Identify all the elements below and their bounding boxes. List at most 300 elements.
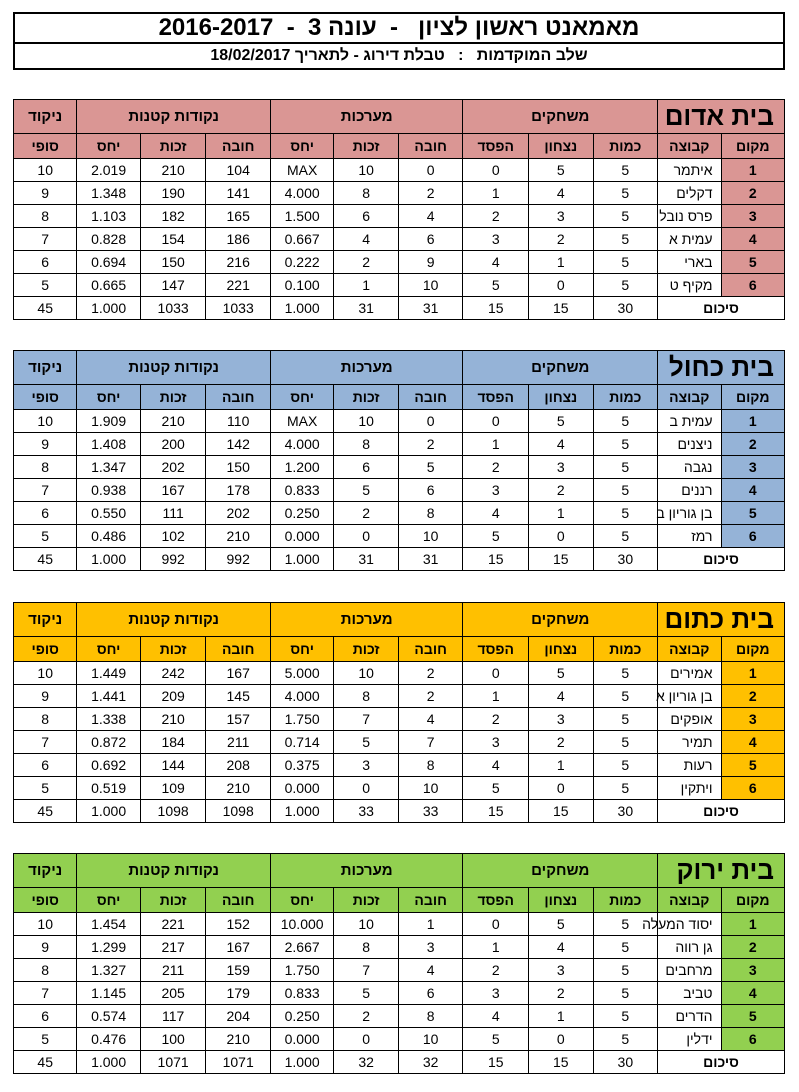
win-cell: 3 bbox=[529, 959, 594, 982]
sets-lost-cell: 10 bbox=[398, 777, 463, 800]
sets-won-header: זכות bbox=[334, 134, 399, 159]
sets-lost-cell: 2 bbox=[398, 433, 463, 456]
total-loss: 15 bbox=[463, 1051, 529, 1074]
team-name-cell: עמית ב bbox=[658, 410, 721, 433]
total-row bbox=[14, 548, 785, 571]
team-name-cell: גן רווה bbox=[658, 936, 721, 959]
points-lost-header: חובה bbox=[206, 637, 271, 662]
team-name-cell: בן גוריון א bbox=[658, 685, 721, 708]
loss-cell: 1 bbox=[463, 936, 529, 959]
team-name-cell: רננים bbox=[658, 479, 721, 502]
sets-lost-cell: 2 bbox=[398, 685, 463, 708]
final-score-cell: 5 bbox=[14, 777, 77, 800]
points-ratio-cell: 0.574 bbox=[77, 1005, 140, 1028]
group-table-yellow bbox=[13, 602, 785, 823]
rank-cell: 1 bbox=[721, 159, 785, 182]
win-cell: 3 bbox=[529, 456, 594, 479]
final-score-cell: 5 bbox=[14, 1028, 77, 1051]
team-name-cell: איתמר bbox=[658, 159, 721, 182]
sets-ratio-cell: 0.375 bbox=[270, 754, 333, 777]
sets-won-cell: 7 bbox=[334, 959, 399, 982]
table-row bbox=[14, 228, 785, 251]
points-lost-cell: 208 bbox=[206, 754, 271, 777]
points-lost-cell: 152 bbox=[206, 913, 271, 936]
win-cell: 1 bbox=[529, 754, 594, 777]
sets-won-header: זכות bbox=[334, 637, 399, 662]
team-name-cell: רמז bbox=[658, 525, 721, 548]
points-lost-cell: 186 bbox=[206, 228, 271, 251]
page-subtitle-box bbox=[13, 44, 785, 70]
table-row bbox=[14, 685, 785, 708]
points-ratio-header: יחס bbox=[77, 385, 140, 410]
points-won-cell: 210 bbox=[140, 708, 206, 731]
total-win: 15 bbox=[529, 297, 594, 320]
played-cell: 5 bbox=[593, 410, 658, 433]
sets-ratio-cell: 0.833 bbox=[270, 982, 333, 1005]
points-won-header: זכות bbox=[140, 385, 206, 410]
table-row bbox=[14, 502, 785, 525]
final-score-cell: 10 bbox=[14, 662, 77, 685]
team-name-cell: פרס נובל bbox=[658, 205, 721, 228]
table-row bbox=[14, 959, 785, 982]
final-score-cell: 9 bbox=[14, 936, 77, 959]
table-row bbox=[14, 982, 785, 1005]
table-row bbox=[14, 754, 785, 777]
header-row-sub bbox=[14, 134, 785, 159]
sets-lost-cell: 6 bbox=[398, 479, 463, 502]
points-lost-cell: 141 bbox=[206, 182, 271, 205]
table-row bbox=[14, 1005, 785, 1028]
final-score-cell: 8 bbox=[14, 456, 77, 479]
sets-lost-cell: 4 bbox=[398, 205, 463, 228]
points-lost-cell: 150 bbox=[206, 456, 271, 479]
total-points-ratio: 1.000 bbox=[77, 1051, 140, 1074]
final-score-subheader: סופי bbox=[14, 385, 77, 410]
points-ratio-cell: 1.338 bbox=[77, 708, 140, 731]
sets-header: מערכות bbox=[270, 100, 462, 134]
team-name-cell: טביב bbox=[658, 982, 721, 1005]
points-won-cell: 210 bbox=[140, 410, 206, 433]
total-sets-lost: 31 bbox=[398, 548, 463, 571]
standings-table bbox=[13, 602, 785, 823]
sets-lost-header: חובה bbox=[398, 888, 463, 913]
standings-table bbox=[13, 853, 785, 1074]
played-cell: 5 bbox=[593, 959, 658, 982]
played-cell: 5 bbox=[593, 708, 658, 731]
total-row bbox=[14, 800, 785, 823]
points-lost-header: חובה bbox=[206, 385, 271, 410]
points-won-cell: 210 bbox=[140, 159, 206, 182]
sets-ratio-cell: MAX bbox=[270, 410, 333, 433]
points-won-cell: 242 bbox=[140, 662, 206, 685]
points-ratio-cell: 1.454 bbox=[77, 913, 140, 936]
team-name-cell: הדרים bbox=[658, 1005, 721, 1028]
sets-won-cell: 4 bbox=[334, 228, 399, 251]
points-ratio-cell: 1.103 bbox=[77, 205, 140, 228]
total-sets-ratio: 1.000 bbox=[270, 297, 333, 320]
points-lost-cell: 221 bbox=[206, 274, 271, 297]
sets-won-cell: 6 bbox=[334, 456, 399, 479]
sets-header: מערכות bbox=[270, 603, 462, 637]
small-points-header: נקודות קטנות bbox=[77, 351, 271, 385]
team-header: קבוצה bbox=[658, 385, 721, 410]
points-won-cell: 109 bbox=[140, 777, 206, 800]
table-row bbox=[14, 525, 785, 548]
total-sets-ratio: 1.000 bbox=[270, 1051, 333, 1074]
win-cell: 2 bbox=[529, 228, 594, 251]
played-cell: 5 bbox=[593, 777, 658, 800]
played-cell: 5 bbox=[593, 251, 658, 274]
total-points-lost: 1033 bbox=[206, 297, 271, 320]
sets-won-cell: 8 bbox=[334, 433, 399, 456]
sets-ratio-cell: 0.667 bbox=[270, 228, 333, 251]
rank-cell: 3 bbox=[721, 708, 785, 731]
sets-won-cell: 10 bbox=[334, 159, 399, 182]
team-name-cell: מרחבים bbox=[658, 959, 721, 982]
rank-cell: 2 bbox=[721, 936, 785, 959]
points-won-cell: 150 bbox=[140, 251, 206, 274]
team-name-cell: תמיר bbox=[658, 731, 721, 754]
win-cell: 1 bbox=[529, 251, 594, 274]
total-sets-won: 32 bbox=[334, 1051, 399, 1074]
sets-ratio-cell: 0.000 bbox=[270, 525, 333, 548]
sets-won-cell: 0 bbox=[334, 1028, 399, 1051]
rank-cell: 5 bbox=[721, 251, 785, 274]
sets-ratio-cell: 4.000 bbox=[270, 433, 333, 456]
sets-won-header: זכות bbox=[334, 888, 399, 913]
sets-ratio-cell: 0.000 bbox=[270, 777, 333, 800]
total-loss: 15 bbox=[463, 548, 529, 571]
final-score-header: ניקוד bbox=[14, 603, 77, 637]
loss-cell: 5 bbox=[463, 1028, 529, 1051]
final-score-cell: 7 bbox=[14, 479, 77, 502]
header-row-top bbox=[14, 603, 785, 637]
sets-lost-cell: 7 bbox=[398, 731, 463, 754]
sets-ratio-cell: 1.750 bbox=[270, 959, 333, 982]
sets-ratio-cell: 0.100 bbox=[270, 274, 333, 297]
header-row-top bbox=[14, 351, 785, 385]
points-won-cell: 209 bbox=[140, 685, 206, 708]
total-points-lost: 992 bbox=[206, 548, 271, 571]
loss-header: הפסד bbox=[463, 385, 529, 410]
played-cell: 5 bbox=[593, 159, 658, 182]
sets-lost-cell: 3 bbox=[398, 936, 463, 959]
loss-header: הפסד bbox=[463, 637, 529, 662]
final-score-cell: 5 bbox=[14, 525, 77, 548]
total-row bbox=[14, 1051, 785, 1074]
small-points-header: נקודות קטנות bbox=[77, 854, 271, 888]
sets-ratio-cell: 0.222 bbox=[270, 251, 333, 274]
sets-won-cell: 10 bbox=[334, 913, 399, 936]
sets-won-cell: 0 bbox=[334, 525, 399, 548]
win-header: נצחון bbox=[529, 385, 594, 410]
table-row bbox=[14, 456, 785, 479]
played-header: כמות bbox=[593, 888, 658, 913]
total-points-won: 1098 bbox=[140, 800, 206, 823]
games-header: משחקים bbox=[463, 351, 658, 385]
played-header: כמות bbox=[593, 134, 658, 159]
sets-ratio-cell: 5.000 bbox=[270, 662, 333, 685]
total-points-won: 1033 bbox=[140, 297, 206, 320]
sets-ratio-cell: 1.200 bbox=[270, 456, 333, 479]
page-subtitle: שלב המוקדמות : טבלת דירוג - לתאריך 18/02/2017 bbox=[210, 47, 588, 64]
points-ratio-cell: 0.692 bbox=[77, 754, 140, 777]
team-name-cell: מקיף ט bbox=[658, 274, 721, 297]
played-cell: 5 bbox=[593, 205, 658, 228]
sets-won-cell: 8 bbox=[334, 182, 399, 205]
rank-cell: 6 bbox=[721, 777, 785, 800]
sets-lost-cell: 6 bbox=[398, 982, 463, 1005]
sets-lost-cell: 1 bbox=[398, 913, 463, 936]
total-played: 30 bbox=[593, 800, 658, 823]
win-cell: 1 bbox=[529, 1005, 594, 1028]
sets-won-cell: 3 bbox=[334, 754, 399, 777]
loss-cell: 3 bbox=[463, 479, 529, 502]
team-name-cell: אמירים bbox=[658, 662, 721, 685]
table-row bbox=[14, 662, 785, 685]
sets-ratio-header: יחס bbox=[270, 637, 333, 662]
loss-cell: 2 bbox=[463, 456, 529, 479]
sets-won-cell: 8 bbox=[334, 685, 399, 708]
total-final-score: 45 bbox=[14, 800, 77, 823]
sets-lost-cell: 2 bbox=[398, 662, 463, 685]
group-table-blue bbox=[13, 350, 785, 571]
points-lost-cell: 216 bbox=[206, 251, 271, 274]
total-points-lost: 1098 bbox=[206, 800, 271, 823]
win-cell: 0 bbox=[529, 525, 594, 548]
total-label: סיכום bbox=[658, 297, 785, 320]
games-header: משחקים bbox=[463, 100, 658, 134]
points-ratio-header: יחס bbox=[77, 134, 140, 159]
loss-cell: 2 bbox=[463, 205, 529, 228]
total-final-score: 45 bbox=[14, 548, 77, 571]
points-ratio-cell: 1.145 bbox=[77, 982, 140, 1005]
sets-ratio-cell: 0.000 bbox=[270, 1028, 333, 1051]
final-score-subheader: סופי bbox=[14, 637, 77, 662]
rank-cell: 1 bbox=[721, 410, 785, 433]
table-row bbox=[14, 731, 785, 754]
final-score-cell: 6 bbox=[14, 502, 77, 525]
played-cell: 5 bbox=[593, 754, 658, 777]
played-cell: 5 bbox=[593, 456, 658, 479]
sets-won-cell: 6 bbox=[334, 205, 399, 228]
total-label: סיכום bbox=[658, 1051, 785, 1074]
page-title: מאמאנט ראשון לציון - עונה 3 - 2016-2017 bbox=[158, 14, 640, 41]
sets-header: מערכות bbox=[270, 854, 462, 888]
points-lost-cell: 165 bbox=[206, 205, 271, 228]
win-cell: 2 bbox=[529, 982, 594, 1005]
loss-cell: 2 bbox=[463, 959, 529, 982]
sets-ratio-cell: 0.714 bbox=[270, 731, 333, 754]
team-name-cell: רעות bbox=[658, 754, 721, 777]
sets-won-cell: 5 bbox=[334, 731, 399, 754]
played-cell: 5 bbox=[593, 274, 658, 297]
team-header: קבוצה bbox=[658, 637, 721, 662]
sets-lost-header: חובה bbox=[398, 134, 463, 159]
played-cell: 5 bbox=[593, 1005, 658, 1028]
small-points-header: נקודות קטנות bbox=[77, 603, 271, 637]
played-header: כמות bbox=[593, 637, 658, 662]
final-score-cell: 6 bbox=[14, 251, 77, 274]
points-won-cell: 147 bbox=[140, 274, 206, 297]
loss-header: הפסד bbox=[463, 888, 529, 913]
loss-cell: 4 bbox=[463, 502, 529, 525]
final-score-cell: 10 bbox=[14, 159, 77, 182]
total-loss: 15 bbox=[463, 297, 529, 320]
sets-lost-cell: 10 bbox=[398, 525, 463, 548]
total-points-ratio: 1.000 bbox=[77, 548, 140, 571]
points-lost-cell: 204 bbox=[206, 1005, 271, 1028]
points-won-cell: 184 bbox=[140, 731, 206, 754]
points-won-cell: 100 bbox=[140, 1028, 206, 1051]
sets-ratio-cell: 4.000 bbox=[270, 685, 333, 708]
points-ratio-cell: 0.550 bbox=[77, 502, 140, 525]
header-row-top bbox=[14, 100, 785, 134]
loss-cell: 0 bbox=[463, 410, 529, 433]
sets-won-cell: 5 bbox=[334, 982, 399, 1005]
final-score-cell: 6 bbox=[14, 1005, 77, 1028]
total-sets-won: 33 bbox=[334, 800, 399, 823]
played-cell: 5 bbox=[593, 662, 658, 685]
total-played: 30 bbox=[593, 297, 658, 320]
points-ratio-header: יחס bbox=[77, 637, 140, 662]
final-score-cell: 7 bbox=[14, 228, 77, 251]
loss-header: הפסד bbox=[463, 134, 529, 159]
header-row-sub bbox=[14, 385, 785, 410]
sets-ratio-cell: 1.750 bbox=[270, 708, 333, 731]
points-won-cell: 102 bbox=[140, 525, 206, 548]
played-cell: 5 bbox=[593, 685, 658, 708]
total-sets-ratio: 1.000 bbox=[270, 800, 333, 823]
points-won-cell: 117 bbox=[140, 1005, 206, 1028]
played-cell: 5 bbox=[593, 1028, 658, 1051]
loss-cell: 4 bbox=[463, 754, 529, 777]
played-cell: 5 bbox=[593, 479, 658, 502]
sets-won-cell: 2 bbox=[334, 1005, 399, 1028]
team-name-cell: אופקים bbox=[658, 708, 721, 731]
points-lost-cell: 142 bbox=[206, 433, 271, 456]
sets-lost-cell: 10 bbox=[398, 274, 463, 297]
total-win: 15 bbox=[529, 1051, 594, 1074]
played-cell: 5 bbox=[593, 913, 658, 936]
points-lost-cell: 211 bbox=[206, 731, 271, 754]
win-cell: 0 bbox=[529, 1028, 594, 1051]
points-ratio-cell: 1.327 bbox=[77, 959, 140, 982]
sets-ratio-cell: 1.500 bbox=[270, 205, 333, 228]
group-name: בית כחול bbox=[658, 351, 785, 385]
sets-lost-cell: 9 bbox=[398, 251, 463, 274]
win-cell: 5 bbox=[529, 662, 594, 685]
points-lost-cell: 210 bbox=[206, 525, 271, 548]
points-won-cell: 221 bbox=[140, 913, 206, 936]
sets-won-header: זכות bbox=[334, 385, 399, 410]
table-row bbox=[14, 410, 785, 433]
final-score-cell: 9 bbox=[14, 182, 77, 205]
total-sets-won: 31 bbox=[334, 548, 399, 571]
team-name-cell: נגבה bbox=[658, 456, 721, 479]
group-name: בית אדום bbox=[658, 100, 785, 134]
sets-won-cell: 10 bbox=[334, 410, 399, 433]
points-ratio-cell: 1.909 bbox=[77, 410, 140, 433]
group-table-green bbox=[13, 853, 785, 1074]
rank-cell: 2 bbox=[721, 182, 785, 205]
points-lost-cell: 159 bbox=[206, 959, 271, 982]
table-row bbox=[14, 205, 785, 228]
header-row-top bbox=[14, 854, 785, 888]
played-cell: 5 bbox=[593, 936, 658, 959]
sets-won-cell: 8 bbox=[334, 936, 399, 959]
win-cell: 4 bbox=[529, 182, 594, 205]
points-won-cell: 217 bbox=[140, 936, 206, 959]
points-lost-header: חובה bbox=[206, 888, 271, 913]
loss-cell: 1 bbox=[463, 433, 529, 456]
sets-won-cell: 1 bbox=[334, 274, 399, 297]
sets-ratio-cell: 4.000 bbox=[270, 182, 333, 205]
games-header: משחקים bbox=[463, 854, 658, 888]
team-name-cell: בן גוריון ב bbox=[658, 502, 721, 525]
points-ratio-cell: 0.486 bbox=[77, 525, 140, 548]
table-row bbox=[14, 251, 785, 274]
total-label: סיכום bbox=[658, 548, 785, 571]
points-lost-header: חובה bbox=[206, 134, 271, 159]
standings-table bbox=[13, 99, 785, 320]
table-row bbox=[14, 777, 785, 800]
loss-cell: 3 bbox=[463, 731, 529, 754]
points-lost-cell: 167 bbox=[206, 936, 271, 959]
table-row bbox=[14, 182, 785, 205]
played-cell: 5 bbox=[593, 502, 658, 525]
standings-table bbox=[13, 350, 785, 571]
sets-ratio-cell: 0.250 bbox=[270, 1005, 333, 1028]
points-won-cell: 154 bbox=[140, 228, 206, 251]
total-final-score: 45 bbox=[14, 1051, 77, 1074]
points-lost-cell: 210 bbox=[206, 777, 271, 800]
points-ratio-cell: 0.938 bbox=[77, 479, 140, 502]
win-cell: 4 bbox=[529, 433, 594, 456]
total-win: 15 bbox=[529, 800, 594, 823]
win-cell: 0 bbox=[529, 274, 594, 297]
points-ratio-cell: 1.408 bbox=[77, 433, 140, 456]
played-cell: 5 bbox=[593, 731, 658, 754]
team-name-cell: ידלין bbox=[658, 1028, 721, 1051]
points-ratio-cell: 2.019 bbox=[77, 159, 140, 182]
sets-ratio-header: יחס bbox=[270, 888, 333, 913]
sets-ratio-cell: 0.833 bbox=[270, 479, 333, 502]
final-score-cell: 10 bbox=[14, 913, 77, 936]
sets-lost-cell: 10 bbox=[398, 1028, 463, 1051]
sets-lost-cell: 8 bbox=[398, 1005, 463, 1028]
loss-cell: 5 bbox=[463, 777, 529, 800]
sets-won-cell: 0 bbox=[334, 777, 399, 800]
total-points-ratio: 1.000 bbox=[77, 800, 140, 823]
sets-lost-header: חובה bbox=[398, 637, 463, 662]
points-lost-cell: 110 bbox=[206, 410, 271, 433]
points-won-header: זכות bbox=[140, 888, 206, 913]
games-header: משחקים bbox=[463, 603, 658, 637]
points-won-cell: 182 bbox=[140, 205, 206, 228]
header-row-sub bbox=[14, 888, 785, 913]
points-lost-cell: 202 bbox=[206, 502, 271, 525]
rank-cell: 2 bbox=[721, 685, 785, 708]
final-score-cell: 8 bbox=[14, 205, 77, 228]
sets-lost-cell: 0 bbox=[398, 159, 463, 182]
sets-ratio-header: יחס bbox=[270, 385, 333, 410]
final-score-cell: 9 bbox=[14, 685, 77, 708]
rank-header: מקום bbox=[721, 134, 785, 159]
win-cell: 3 bbox=[529, 708, 594, 731]
win-cell: 5 bbox=[529, 410, 594, 433]
total-sets-lost: 31 bbox=[398, 297, 463, 320]
